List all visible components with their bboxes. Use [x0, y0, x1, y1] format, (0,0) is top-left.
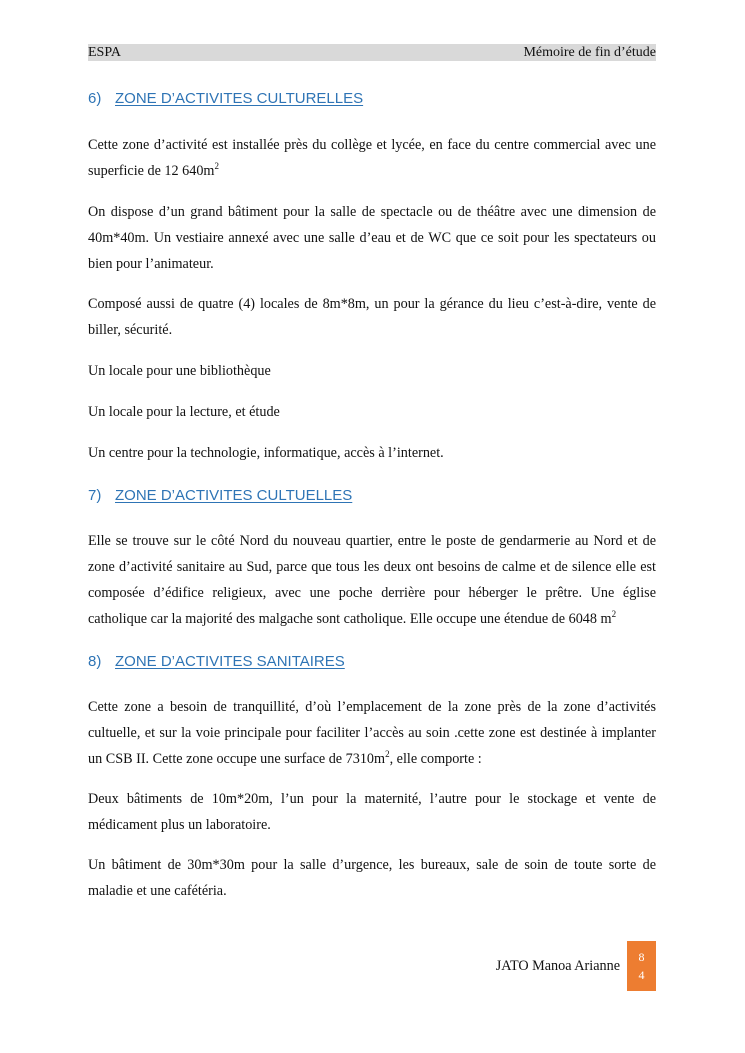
- page-body: [88, 86, 656, 904]
- section-title: ZONE D’ACTIVITES CULTURELLES: [115, 90, 364, 107]
- section-title: ZONE D’ACTIVITES SANITAIRES: [115, 653, 345, 670]
- header-right: Mémoire de fin d’étude: [523, 45, 656, 60]
- page-number-badge: [627, 941, 656, 991]
- superscript: 2: [214, 161, 219, 171]
- running-header: [88, 44, 656, 61]
- page-number-digit: 8: [638, 950, 645, 964]
- paragraph: Composé aussi de quatre (4) locales de 8m*8m, un pour la gérance du lieu c’est-à-dire, vente de biller, sécurité.: [88, 296, 656, 338]
- paragraph: Un bâtiment de 30m*30m pour la salle d’urgence, les bureaux, sale de soin de toute sorte de maladie et une cafétéria.: [88, 857, 656, 899]
- section-number: 6): [88, 90, 102, 107]
- page-number-digit: 4: [638, 968, 645, 982]
- section-number: 8): [88, 653, 102, 670]
- footer-author: JATO Manoa Arianne: [495, 958, 620, 974]
- paragraph: Cette zone d’activité est installée près du collège et lycée, en face du centre commercial avec une superficie de 12 $640m^2$: [88, 137, 656, 179]
- section-number: 7): [88, 487, 102, 504]
- section-heading-7: [88, 483, 656, 509]
- paragraph: On dispose d’un grand bâtiment pour la salle de spectacle ou de théâtre avec une dimension de 40m*40m. Un vestiaire annexé avec une salle d’eau et de WC que ce soit pour les spectateurs ou bien pour l’animateur.: [88, 204, 656, 272]
- paragraph: Un locale pour une bibliothèque: [88, 363, 271, 379]
- section-heading-8: [88, 649, 656, 675]
- header-left: ESPA: [88, 45, 121, 60]
- paragraph: Un centre pour la technologie, informatique, accès à l’internet.: [88, 445, 444, 461]
- paragraph: Elle se trouve sur le côté Nord du nouveau quartier, entre le poste de gendarmerie au Nord et de zone d’activité sanitaire au Sud, parce que tous les deux ont besoins de calme et de silence elle est composée d’édifice religieux, avec une poche derrière pour héberger le prêtre. Une église catholique car la majorité des malgache sont catholique. Elle occupe une étendue de 6048 $m^2$: [88, 533, 656, 627]
- paragraph: Deux bâtiments de 10m*20m, l’un pour la maternité, l’autre pour le stockage et vente de médicament plus un laboratoire.: [88, 791, 656, 833]
- section-title: ZONE D’ACTIVITES CULTUELLES: [115, 487, 353, 504]
- superscript: 2: [611, 609, 617, 619]
- paragraph: Un locale pour la lecture, et étude: [88, 404, 280, 420]
- section-heading-6: [88, 86, 656, 112]
- paragraph: Cette zone a besoin de tranquillité, d’où l’emplacement de la zone près de la zone d’activités cultuelle, et sur la voie principale pour faciliter l’accès au soin .cette zone est destinée à implanter un CSB II. Cette zone occupe une surface de $7310m^2$, elle comporte :: [88, 699, 656, 767]
- superscript: 2: [385, 749, 390, 759]
